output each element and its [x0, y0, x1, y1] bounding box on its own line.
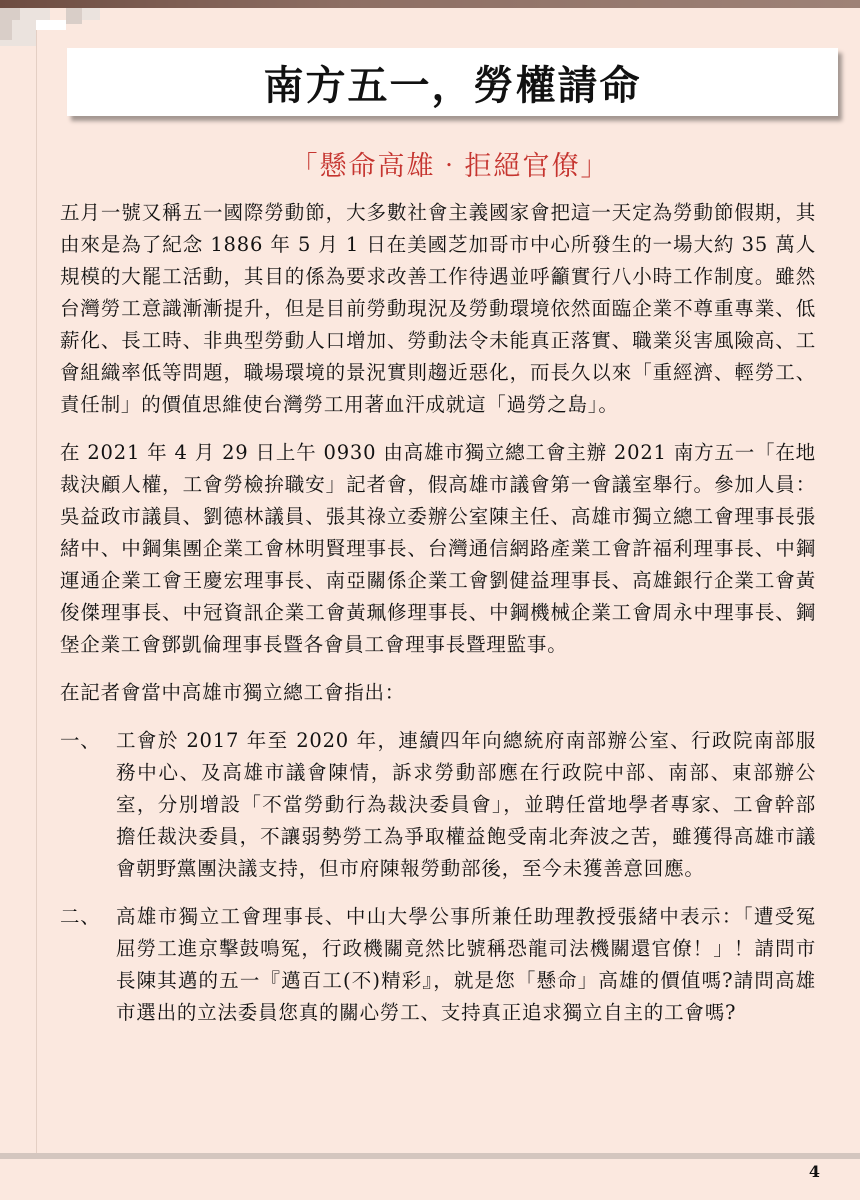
- bottom-decorative-band: [0, 1153, 860, 1159]
- top-decorative-band: [0, 0, 860, 8]
- paragraph-press-conference: 在 2021 年 4 月 29 日上午 0930 由高雄市獨立總工會主辦 2021 南方五一「在地裁決顧人權，工會勞檢拚職安」記者會，假高雄市議會第一會議室舉行。參加人員：吳益政市議員、劉德林議員、張其祿立委辦公室陳主任、高雄市獨立總工會理事長張緒中、中鋼集團企業工會林明賢理事長、台灣通信網路產業工會許福利理事長、中鋼運通企業工會王慶宏理事長、南亞關係企業工會劉健益理事長、高雄銀行企業工會黃俊傑理事長、中冠資訊企業工會黃珮修理事長、中鋼機械企業工會周永中理事長、鋼堡企業工會鄧凱倫理事長暨各會員工會理事長暨理監事。: [60, 441, 816, 656]
- paragraph-intro: 五月一號又稱五一國際勞動節，大多數社會主義國家會把這一天定為勞動節假期，其由來是為了紀念 1886 年 5 月 1 日在美國芝加哥市中心所發生的一場大約 35 萬人規模的大罷工活動，其目的係為要求改善工作待遇並呼籲實行八小時工作制度。雖然台灣勞工意識漸漸提升，但是目前勞動現況及勞動環境依然面臨企業不尊重專業、低薪化、長工時、非典型勞動人口增加、勞動法令未能真正落實、職業災害風險高、工會組織率低等問題，職場環境的景況實則趨近惡化，而長久以來「重經濟、輕勞工、責任制」的價值思維使台灣勞工用著血汗成就這「過勞之島」。: [60, 201, 816, 416]
- decor-square: [66, 8, 82, 24]
- decor-square: [0, 20, 12, 40]
- decor-square: [20, 8, 50, 20]
- title-box: [67, 48, 838, 116]
- article-body: [60, 197, 816, 1045]
- page-number: 4: [808, 1162, 820, 1181]
- page-title: 南方五一，勞權請命: [263, 62, 642, 109]
- decor-square: [0, 40, 36, 46]
- page-subtitle: 「懸命高雄‧拒絕官僚」: [290, 151, 610, 182]
- list-item: [60, 901, 816, 1029]
- list-item-number: 二、: [60, 905, 101, 928]
- decor-square: [82, 8, 100, 20]
- decor-square: [0, 8, 20, 20]
- list-item-text: 高雄市獨立工會理事長、中山大學公事所兼任助理教授張緒中表示：「遭受冤屈勞工進京擊鼓鳴冤，行政機關竟然比號稱恐龍司法機關還官僚！」！請問市長陳其邁的五一『邁百工(不)精彩』，就是您「懸命」高雄的價值嗎?請問高雄市選出的立法委員您真的關心勞工、支持真正追求獨立自主的工會嗎?: [116, 905, 816, 1024]
- paragraph-statement-lead: 在記者會當中高雄市獨立總工會指出：: [60, 681, 406, 704]
- list-item-number: 一、: [60, 729, 101, 752]
- list-item: [60, 725, 816, 885]
- decor-square: [12, 20, 36, 40]
- list-item-text: 工會於 2017 年至 2020 年，連續四年向總統府南部辦公室、行政院南部服務中心、及高雄市議會陳情，訴求勞動部應在行政院中部、南部、東部辦公室，分別增設「不當勞動行為裁決委員會」，並聘任當地學者專家、工會幹部擔任裁決委員，不讓弱勢勞工為爭取權益飽受南北奔波之苦，雖獲得高雄市議會朝野黨團決議支持，但市府陳報勞動部後，至今未獲善意回應。: [116, 729, 816, 880]
